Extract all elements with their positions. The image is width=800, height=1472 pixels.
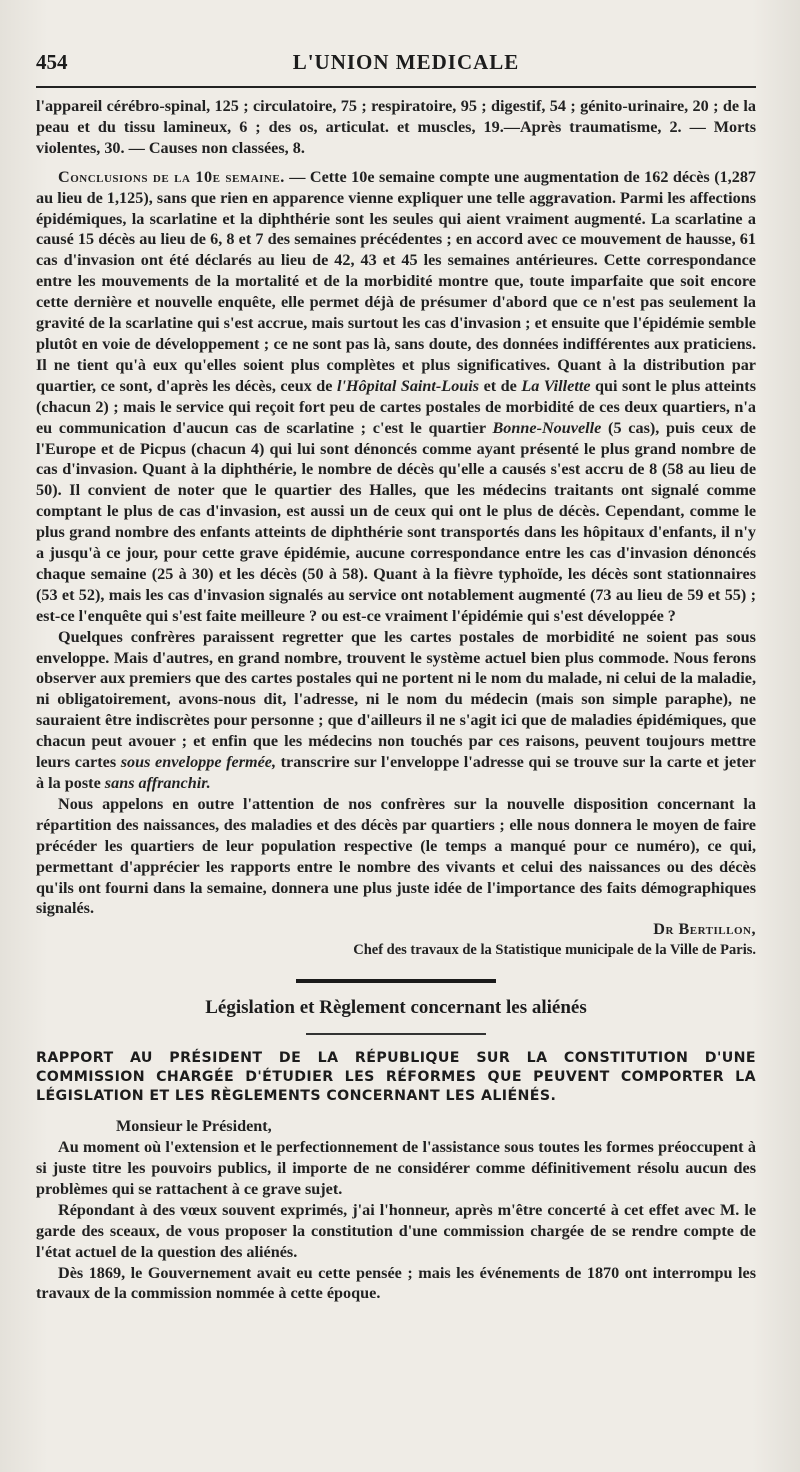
header-rule	[36, 86, 756, 88]
running-title: L'UNION MEDICALE	[292, 50, 520, 74]
article-body	[36, 96, 756, 961]
report-paragraph: Au moment où l'extension et le perfectionnement de l'assistance sous toutes les formes préoccupent à si juste titre les pouvoirs publics, il importe de ne considérer comme définitivement résolu aucun des problèmes qui se rattachent à ce grave sujet.	[36, 1138, 756, 1198]
conclusions-text-4: (5 cas), puis ceux de l'Europe et de Picpus (chacun 4) qui lui sont dénoncés comme ayant présenté le plus grand nombre de cas d'invasion. Quant à la diphthérie, le nombre de décès qu'elle a causés s'est accru de 8 (58 au lieu de 50). Il convient de noter que le quartier des Halles, que les médecins traitants ont signalé comme comptant le plus de cas d'invasion, est aussi un de ceux qui ont le plus de décès. Cependant, comme le plus grand nombre des enfants atteints de diphthérie sont transportés dans les hôpitaux d'enfants, il n'y a jusqu'à ce jour, pour cette grave épidémie, aucune correspondance entre les cas d'invasion dénoncés chaque semaine (25 à 30) et les décès (50 à 58). Quant à la fièvre typhoïde, les décès sont stationnaires (53 et 52), mais les cas d'invasion signalés au service ont notablement augmenté (73 au lieu de 59 et 55) ; est-ce l'enquête qui s'est faite meilleure ? ou est-ce vraiment l'épidémie qui s'est développée ?	[36, 418, 756, 625]
report-body	[36, 1116, 756, 1304]
conclusions-text-1: — Cette 10e semaine compte une augmentation de 162 décès (1,287 au lieu de 1,125), sans que rien en apparence vienne expliquer une telle aggravation. Parmi les affections épidémiques, la scarlatine et la diphthérie sont les seules qui aient vraiment augmenté. La scarlatine a causé 15 décès au lieu de 6, 8 et 7 des semaines précédentes ; en accord avec ce mouvement de hausse, 61 cas d'invasion ont été déclarés au lieu de 42, 43 et 45 les semaines antérieures. Cette correspondance entre les mouvements de la mortalité et de la morbidité montre que, toute imparfaite que soit encore cette dernière et nouvelle enquête, elle permet déjà de présumer d'abord que ce n'est pas seulement la gravité de la scarlatine qui s'est accrue, mais surtout les cas d'invasion ; et ensuite que l'épidémie semble plutôt en voie de développement ; ce ne sont pas là, sans doute, des données indifférentes aux praticiens. Il ne tient qu'à eux qu'elles soient plus complètes et plus significatives. Quant à la distribution par quartier, ce sont, d'après les décès, ceux de	[36, 167, 757, 395]
section-separator	[296, 979, 496, 983]
postcards-emphasis-1: sous enveloppe fermée,	[120, 753, 277, 772]
report-paragraph: Répondant à des vœux souvent exprimés, j'ai l'honneur, après m'être concerté à cet effet avec M. le garde des sceaux, de vous proposer la constitution d'une commission chargée de se rendre compte de l'état actuel de la question des aliénés.	[36, 1200, 756, 1261]
conclusions-heading: Conclusions de la 10e semaine.	[58, 167, 285, 186]
postcards-text-1: Quelques confrères paraissent regretter que les cartes postales de morbidité ne soient pas sous enveloppe. Mais d'autres, en grand nombre, trouvent le système actuel bien plus commode. Nous ferons observer aux premiers que des cartes postales qui ne portent ni le nom du malade, ni celui de la maladie, ni obligatoirement, avons-nous dit, l'adresse, ni le nom du médecin (mais son simple paraphe), ne sauraient être indiscrètes pour personne ; que d'ailleurs il ne s'agit ici que de maladies épidémiques, que chacun peut avouer ; et enfin que les médecins non touchés par ces raisons, peuvent toujours mettre leurs cartes	[36, 627, 756, 772]
page-header	[36, 50, 756, 80]
salutation: Monsieur le Président,	[116, 1117, 272, 1136]
author-role: Chef des travaux de la Statistique municipale de la Ville de Paris.	[353, 942, 756, 959]
quartier-saint-louis: l'Hôpital Saint-Louis	[336, 376, 480, 395]
page-number: 454	[36, 50, 68, 74]
quartier-la-villette: La Villette	[521, 376, 591, 395]
quartiers-paragraph: Nous appelons en outre l'attention de nos confrères sur la nouvelle disposition concernant la répartition des naissances, des maladies et des décès par quartiers ; elle nous donnera le moyen de faire précéder les quartiers de leur population respective (le temps a manqué pour ce numéro), ce qui, permettant d'apprécier les rapports entre le nombre des vivants et celui des naissances ou des décès qu'ils ont fourni dans la semaine, donnera une plus juste idée de l'importance des faits démographiques signalés.	[36, 794, 756, 918]
conclusions-text-3: qui sont le plus atteints (chacun 2) ; mais le service qui reçoit fort peu de cartes postales de morbidité de ces deux quartiers, n'a eu communication d'aucun cas de scarlatine ; c'est le quartier	[36, 376, 756, 437]
author-signature: Dr Bertillon,	[653, 920, 756, 939]
conclusions-text-2: et de	[479, 376, 522, 395]
section-title: Législation et Règlement concernant les aliénés	[205, 997, 587, 1019]
conclusions-paragraph	[36, 167, 756, 627]
title-rule	[306, 1033, 486, 1035]
postcards-emphasis-2: sans affranchir.	[104, 774, 211, 792]
report-title: RAPPORT AU PRÉSIDENT DE LA RÉPUBLIQUE SUR LA CONSTITUTION D'UNE COMMISSION CHARGÉE D'ÉTUDIER LES RÉFORMES QUE PEUVENT COMPORTER LA LÉGISLATION ET LES RÈGLEMENTS CONCERNANT LES ALIÉNÉS.	[36, 1050, 756, 1105]
postcards-text-2: transcrire sur l'enveloppe l'adresse qui se trouve sur la carte et jeter à la poste	[36, 753, 756, 792]
report-paragraph: Dès 1869, le Gouvernement avait eu cette pensée ; mais les événements de 1870 ont interrompu les travaux de la commission nommée à cette époque.	[36, 1263, 756, 1303]
mortality-causes-paragraph: l'appareil cérébro-spinal, 125 ; circulatoire, 75 ; respiratoire, 95 ; digestif, 54 ; génito-urinaire, 20 ; de la peau et du tissu lamineux, 6 ; des os, articulat. et muscles, 19.—Après traumatisme, 2. — Morts violentes, 30. — Causes non classées, 8.	[36, 97, 756, 157]
postcards-paragraph	[36, 627, 756, 794]
quartier-bonne-nouvelle: Bonne-Nouvelle	[492, 418, 602, 437]
